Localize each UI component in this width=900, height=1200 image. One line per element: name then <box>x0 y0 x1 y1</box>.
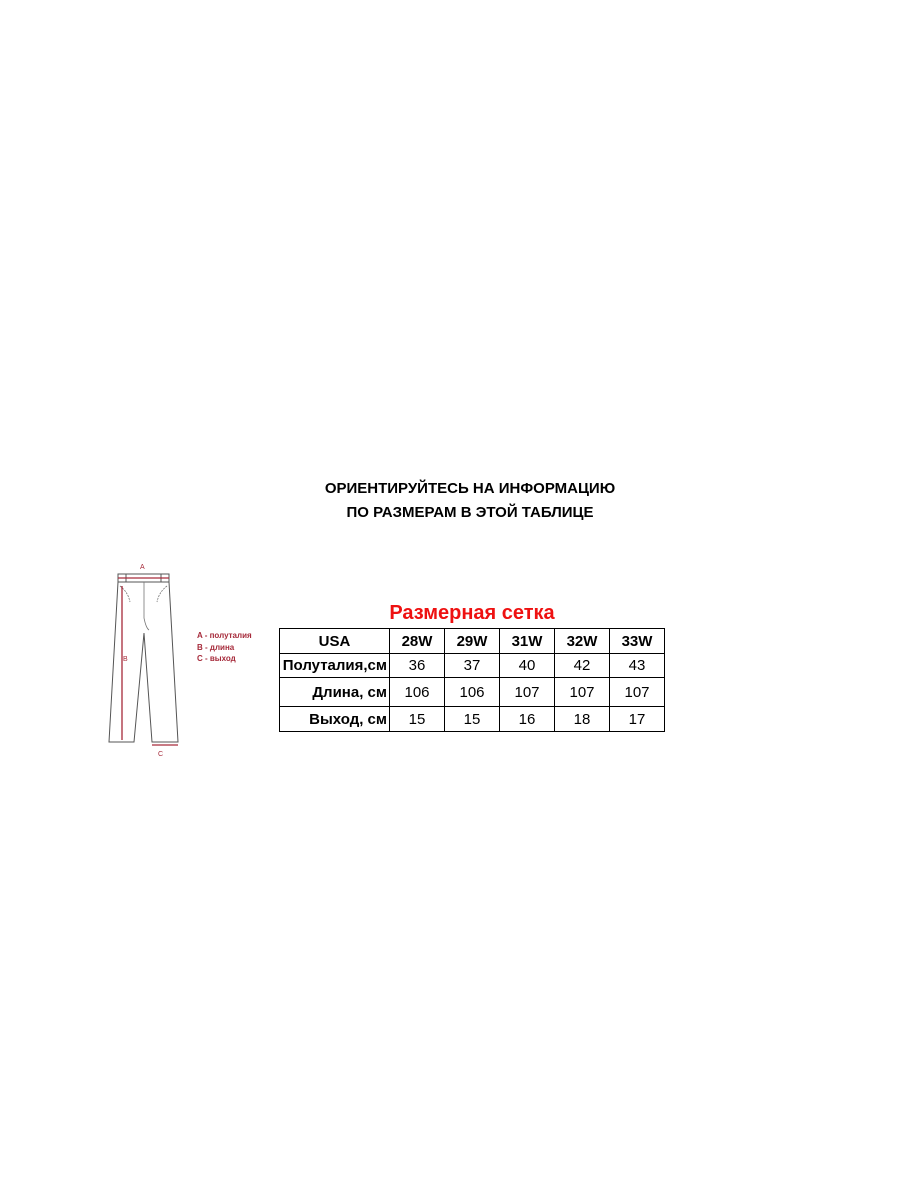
jeans-outline-icon <box>96 558 196 758</box>
measurement-legend <box>197 630 252 665</box>
table-cell: 107 <box>610 678 665 707</box>
marker-a: A <box>140 564 145 571</box>
table-row <box>280 654 665 678</box>
table-cell: 17 <box>610 707 665 732</box>
table-row <box>280 678 665 707</box>
size-header: 29W <box>445 629 500 654</box>
row-label: Выход, см <box>280 707 390 732</box>
table-cell: 18 <box>555 707 610 732</box>
table-cell: 15 <box>390 707 445 732</box>
row-label: Длина, см <box>280 678 390 707</box>
marker-b: B <box>123 656 128 663</box>
table-header-row <box>280 629 665 654</box>
table-cell: 15 <box>445 707 500 732</box>
size-grid-title: Размерная сетка <box>389 602 555 624</box>
table-cell: 16 <box>500 707 555 732</box>
jeans-outline <box>109 582 178 742</box>
table-cell: 37 <box>445 654 500 678</box>
table-cell: 107 <box>500 678 555 707</box>
table-cell: 106 <box>390 678 445 707</box>
table-cell: 36 <box>390 654 445 678</box>
table-cell: 107 <box>555 678 610 707</box>
legend-a: A - полуталия <box>197 631 252 640</box>
size-header: 32W <box>555 629 610 654</box>
table-cell: 106 <box>445 678 500 707</box>
size-table <box>279 628 665 732</box>
table-row <box>280 707 665 732</box>
size-header: 33W <box>610 629 665 654</box>
fly-seam <box>144 582 149 630</box>
front-pocket <box>157 586 167 602</box>
table-cell: 40 <box>500 654 555 678</box>
marker-c: C <box>158 751 164 758</box>
heading-line-2: ПО РАЗМЕРАМ В ЭТОЙ ТАБЛИЦЕ <box>346 504 594 521</box>
legend-c: C - выход <box>197 654 236 663</box>
table-cell: 43 <box>610 654 665 678</box>
header-label: USA <box>280 629 390 654</box>
heading-line-1: ОРИЕНТИРУЙТЕСЬ НА ИНФОРМАЦИЮ <box>324 480 616 497</box>
size-header: 28W <box>390 629 445 654</box>
table-cell: 42 <box>555 654 610 678</box>
size-header: 31W <box>500 629 555 654</box>
legend-b: B - длина <box>197 642 235 652</box>
row-label: Полуталия,см <box>280 654 390 678</box>
